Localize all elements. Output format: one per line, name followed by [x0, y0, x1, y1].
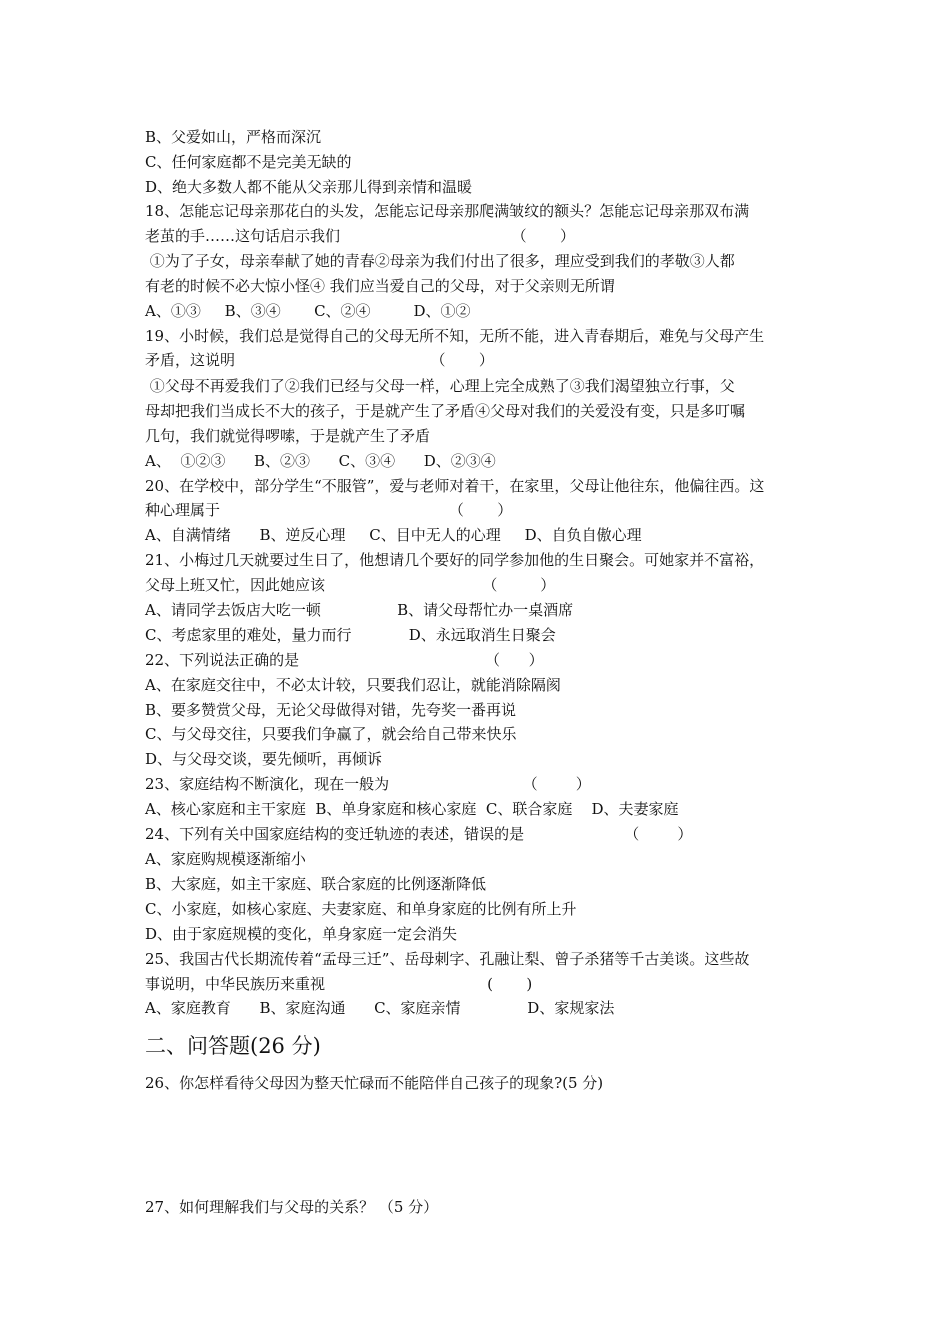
question-25-options: A、家庭教育 B、家庭沟通 C、家庭亲情 D、家规家法: [145, 999, 615, 1017]
question-19-line-1: 19、小时候，我们总是觉得自己的父母无所不知，无所不能，进入青春期后，难免与父母产生: [145, 327, 765, 345]
question-24-option-a: A、家庭购规模逐渐缩小: [145, 850, 306, 868]
question-22-option-a: A、在家庭交往中，不必太计较，只要我们忍让，就能消除隔阂: [145, 676, 561, 694]
option-17d: D、绝大多数人都不能从父亲那儿得到亲情和温暖: [145, 178, 473, 196]
question-20-line-2: 种心理属于 （ ）: [145, 501, 513, 519]
question-18-statements-line-1: ①为了子女，母亲奉献了她的青春②母亲为我们付出了很多，理应受到我们的孝敬③人都: [145, 252, 735, 270]
question-24-option-b: B、大家庭，如主干家庭、联合家庭的比例逐渐降低: [145, 875, 487, 893]
question-22-option-b: B、要多赞赏父母，无论父母做得对错，先夸奖一番再说: [145, 701, 517, 719]
question-24-option-d: D、由于家庭规模的变化，单身家庭一定会消失: [145, 925, 458, 943]
question-21-options-ab: A、请同学去饭店大吃一顿 B、请父母帮忙办一桌酒席: [145, 601, 574, 619]
question-23-options: A、核心家庭和主干家庭 B、单身家庭和核心家庭 C、联合家庭 D、夫妻家庭: [145, 800, 679, 818]
question-19-statements-line-2: 母却把我们当成长不大的孩子，于是就产生了矛盾④父母对我们的关爱没有变，只是多叮嘱: [145, 402, 746, 420]
question-18-line-1: 18、怎能忘记母亲那花白的头发，怎能忘记母亲那爬满皱纹的额头？怎能忘记母亲那双布满: [145, 202, 750, 220]
question-24-option-c: C、小家庭，如核心家庭、夫妻家庭、和单身家庭的比例有所上升: [145, 900, 577, 918]
question-18-options: A、①③ B、③④ C、②④ D、①②: [145, 302, 471, 320]
question-21-line-1: 21、小梅过几天就要过生日了，他想请几个要好的同学参加他的生日聚会。可她家并不富裕，: [145, 551, 765, 569]
question-19-statements-line-1: ①父母不再爱我们了②我们已经与父母一样，心理上完全成熟了③我们渴望独立行事，父: [145, 377, 735, 395]
question-18-statements-line-2: 有老的时候不必大惊小怪④ 我们应当爱自己的父母，对于父亲则无所谓: [145, 277, 615, 295]
option-17c: C、任何家庭都不是完美无缺的: [145, 153, 352, 171]
question-19-statements-line-3: 几句，我们就觉得啰嗦，于是就产生了矛盾: [145, 427, 431, 445]
question-22-option-d: D、与父母交谈，要先倾听，再倾诉: [145, 750, 383, 768]
question-22: 22、下列说法正确的是 （ ）: [145, 651, 544, 669]
question-25-line-2: 事说明，中华民族历来重视 ( ): [145, 975, 533, 993]
question-19-line-2: 矛盾，这说明 （ ）: [145, 351, 494, 369]
question-20-options: A、自满情绪 B、逆反心理 C、目中无人的心理 D、自负自傲心理: [145, 526, 642, 544]
question-25-line-1: 25、我国古代长期流传着“孟母三迁”、岳母刺字、孔融让梨、曾子杀猪等千古美谈。这些故: [145, 950, 750, 968]
question-20-line-1: 20、在学校中，部分学生“不服管”，爱与老师对着干，在家里，父母让他往东，他偏往西。这: [145, 477, 765, 495]
option-17b: B、父爱如山，严格而深沉: [145, 128, 322, 146]
question-18-line-2: 老茧的手……这句话启示我们 （ ）: [145, 227, 576, 245]
section-heading: 二、问答题(26 分): [145, 1034, 321, 1058]
question-22-option-c: C、与父母交往，只要我们争赢了，就会给自己带来快乐: [145, 725, 517, 743]
question-19-options: A、 ①②③ B、②③ C、③④ D、②③④: [145, 452, 496, 470]
question-26: 26、你怎样看待父母因为整天忙碌而不能陪伴自己孩子的现象?(5 分): [145, 1074, 604, 1092]
question-21-line-2: 父母上班又忙，因此她应该 （ ）: [145, 576, 556, 594]
question-27: 27、如何理解我们与父母的关系？ （5 分）: [145, 1198, 439, 1216]
question-23: 23、家庭结构不断演化，现在一般为 （ ）: [145, 775, 591, 793]
question-24: 24、下列有关中国家庭结构的变迁轨迹的表述，错误的是 （ ）: [145, 825, 693, 843]
question-21-options-cd: C、考虑家里的难处，量力而行 D、永远取消生日聚会: [145, 626, 556, 644]
